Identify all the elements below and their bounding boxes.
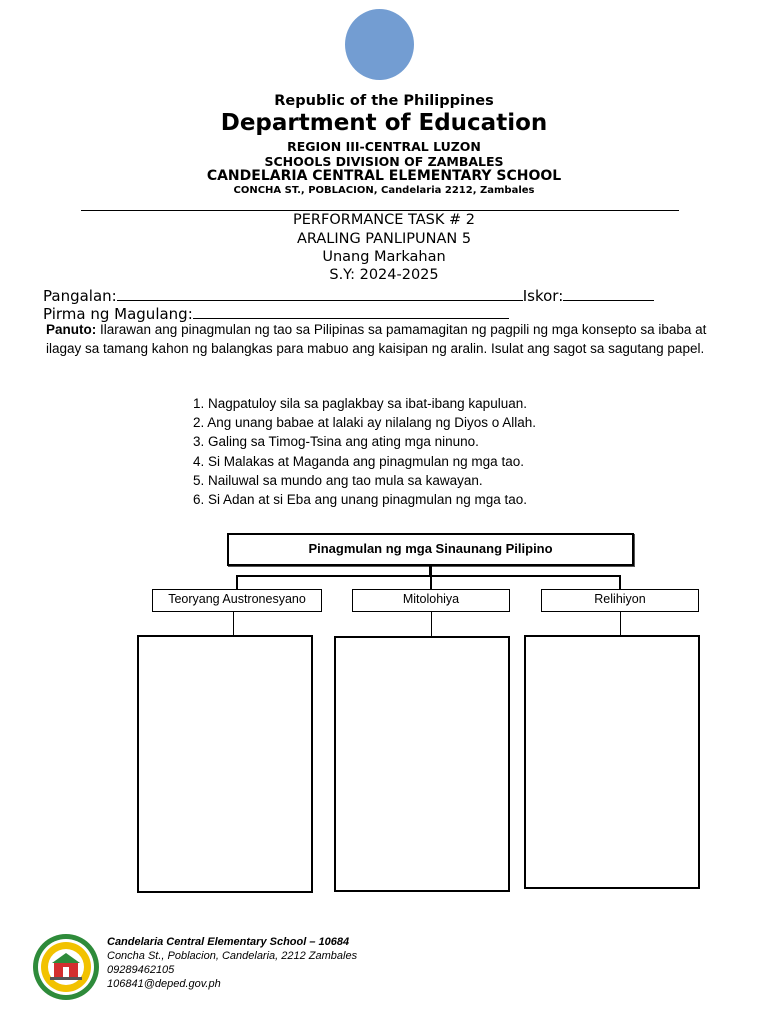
connector-line xyxy=(619,575,621,590)
header-address: CONCHA ST., POBLACION, Candelaria 2212, Zambales xyxy=(233,185,535,196)
answer-box-mitolohiya[interactable] xyxy=(334,636,510,892)
header-department: Department of Education xyxy=(220,110,548,136)
deped-seal-icon xyxy=(345,9,414,80)
task-title: PERFORMANCE TASK # 2 xyxy=(293,212,475,228)
connector-line xyxy=(236,575,238,590)
score-label: Iskor: xyxy=(522,287,564,305)
header-division: SCHOOLS DIVISION OF ZAMBALES xyxy=(264,154,504,169)
header-school: CANDELARIA CENTRAL ELEMENTARY SCHOOL xyxy=(206,168,562,184)
branch-mitolohiya: Mitolohiya xyxy=(352,589,510,612)
footer-phone: 09289462105 xyxy=(107,964,175,976)
diagram-root-box xyxy=(227,533,634,566)
name-field-row xyxy=(43,286,654,305)
parent-sign-blank[interactable] xyxy=(193,304,509,319)
list-item: 3. Galing sa Timog-Tsina ang ating mga ninuno. xyxy=(193,434,479,449)
footer-address: Concha St., Poblacion, Candelaria, 2212 Zambales xyxy=(107,950,358,962)
footer-school: Candelaria Central Elementary School – 10684 xyxy=(107,936,350,948)
connector-line xyxy=(233,612,234,636)
connector-line xyxy=(431,612,432,636)
list-item: 2. Ang unang babae at lalaki ay nilalang ng Diyos o Allah. xyxy=(193,415,536,430)
parent-sign-label: Pirma ng Magulang: xyxy=(43,305,193,323)
instructions xyxy=(46,320,732,358)
name-label: Pangalan: xyxy=(43,287,117,305)
instructions-label: Panuto: xyxy=(46,322,97,337)
diagram-root-label: Pinagmulan ng mga Sinaunang Pilipino xyxy=(308,541,553,556)
list-item: 5. Nailuwal sa mundo ang tao mula sa kawayan. xyxy=(193,473,483,488)
branch-relihiyon: Relihiyon xyxy=(541,589,699,612)
answer-box-relihiyon[interactable] xyxy=(524,635,700,889)
branch-austronesyano: Teoryang Austronesyano xyxy=(152,589,322,612)
header-divider xyxy=(81,210,679,211)
connector-line xyxy=(236,575,621,577)
footer-email: 106841@deped.gov.ph xyxy=(107,978,221,990)
list-item: 4. Si Malakas at Maganda ang pinagmulan ng mga tao. xyxy=(193,454,524,469)
name-blank[interactable] xyxy=(117,286,523,301)
instructions-text: Ilarawan ang pinagmulan ng tao sa Pilipinas sa pamamagitan ng pagpili ng mga konsepto sa ibaba at ilagay sa tamang kahon ng balangkas para mabuo ang kaisipan ng aralin. Isulat ang sagot sa sagutang papel. xyxy=(46,322,707,356)
list-item: 1. Nagpatuloy sila sa paglakbay sa ibat-ibang kapuluan. xyxy=(193,396,527,411)
footer-contact xyxy=(107,935,357,991)
school-year: S.Y: 2024-2025 xyxy=(329,267,439,283)
answer-box-austronesyano[interactable] xyxy=(137,635,313,893)
list-item: 6. Si Adan at si Eba ang unang pinagmulan ng mga tao. xyxy=(193,492,527,507)
connector-line xyxy=(430,575,432,590)
quarter-title: Unang Markahan xyxy=(322,249,446,265)
connector-line xyxy=(620,612,621,636)
header-republic: Republic of the Philippines xyxy=(274,93,494,109)
school-seal-icon xyxy=(32,933,100,1001)
header-region: REGION III-CENTRAL LUZON xyxy=(287,139,481,154)
subject-title: ARALING PANLIPUNAN 5 xyxy=(296,231,472,247)
score-blank[interactable] xyxy=(563,286,654,301)
